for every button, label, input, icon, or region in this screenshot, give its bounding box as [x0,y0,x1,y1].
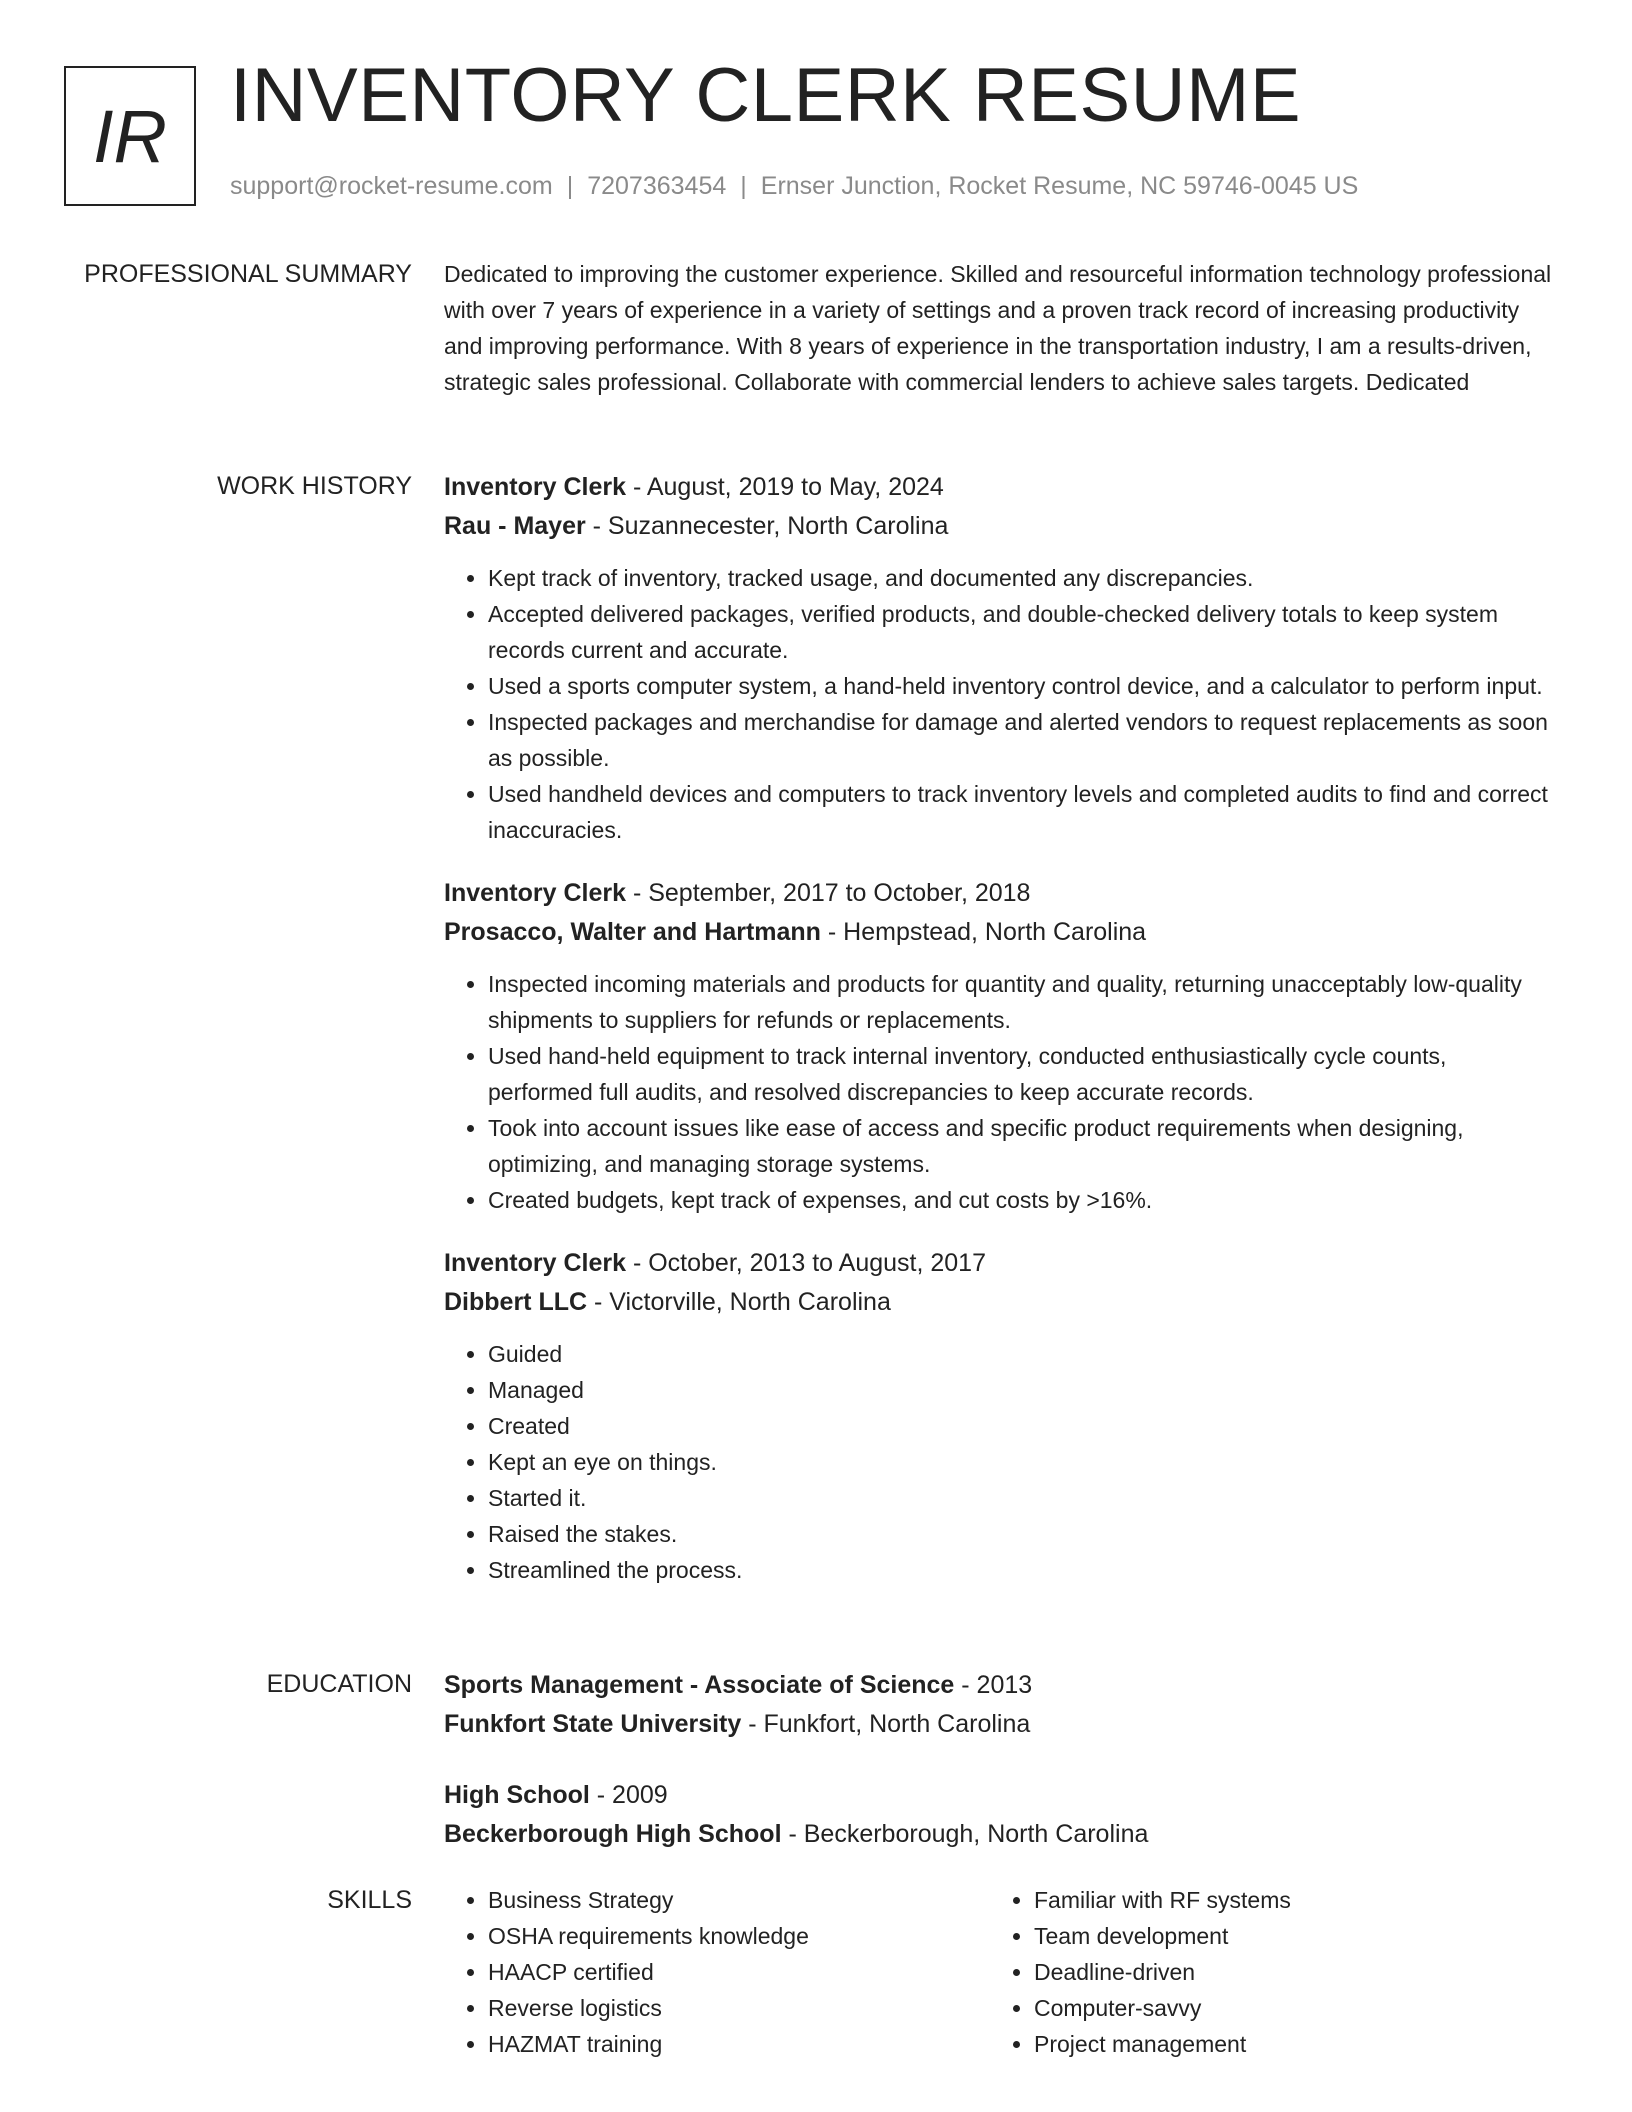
skill-item: • HAZMAT training [488,2026,990,2062]
job-bullet: • Guided [488,1336,1554,1372]
job-bullets [444,1336,1554,1588]
school-name: Funkfort State University [444,1710,742,1738]
school-name: Beckerborough High School [444,1820,782,1848]
summary-heading: PROFESSIONAL SUMMARY [84,260,412,288]
work-history-heading: WORK HISTORY [217,472,412,500]
degree-line [444,1666,1554,1705]
job-entry [444,874,1554,1218]
job-bullet: • Kept track of inventory, tracked usage, and documented any discrepancies. [488,560,1554,596]
job-bullets [444,560,1554,848]
job-title-line [444,874,1554,913]
job-entry [444,468,1554,848]
job-location: - Hempstead, North Carolina [820,918,1147,946]
degree-name: Sports Management - Associate of Science [444,1671,955,1699]
monogram-badge: IR [64,66,196,206]
school-line [444,1705,1554,1744]
resume-title: INVENTORY CLERK RESUME [230,53,1302,138]
education-heading: EDUCATION [266,1670,412,1698]
job-bullet: • Took into account issues like ease of access and specific product requirements when designing, optimizing, and managing storage systems. [488,1110,1554,1182]
contact-email: support@rocket-resume.com [230,172,553,200]
job-bullet: • Streamlined the process. [488,1552,1554,1588]
job-company: Prosacco, Walter and Hartmann [444,918,821,946]
degree-year: - 2013 [954,1671,1033,1699]
job-bullet: • Inspected packages and merchandise for damage and alerted vendors to request replacements as soon as possible. [488,704,1554,776]
skill-item: • HAACP certified [488,1954,990,1990]
job-dates: - October, 2013 to August, 2017 [626,1249,986,1277]
skills-list-right [990,1882,1536,2062]
degree-year: - 2009 [589,1781,668,1809]
job-bullet: • Raised the stakes. [488,1516,1554,1552]
job-entry [444,1244,1554,1588]
job-location: - Victorville, North Carolina [587,1288,891,1316]
skill-item: • Computer-savvy [1034,1990,1536,2026]
contact-line [230,172,1358,201]
job-bullet: • Accepted delivered packages, verified products, and double-checked delivery totals to keep system records current and accurate. [488,596,1554,668]
job-dates: - September, 2017 to October, 2018 [626,879,1031,907]
skills-heading: SKILLS [327,1886,412,1914]
summary-text: Dedicated to improving the customer experience. Skilled and resourceful information technology professional with over 7 years of experience in a variety of settings and a proven track record of increasing productivity and improving performance. With 8 years of experience in the transportation industry, I am a results-driven, strategic sales professional. Collaborate with commercial lenders to achieve sales targets. Dedicated [444,261,1552,395]
job-title: Inventory Clerk [444,879,627,907]
job-bullet: • Used handheld devices and computers to track inventory levels and completed audits to find and correct inaccuracies. [488,776,1554,848]
education-entry [444,1776,1554,1854]
contact-separator: | [740,172,747,200]
skill-item: • OSHA requirements knowledge [488,1918,990,1954]
job-bullet: • Used hand-held equipment to track internal inventory, conducted enthusiastically cycle counts, performed full audits, and resolved discrepancies to keep accurate records. [488,1038,1554,1110]
job-bullet: • Created budgets, kept track of expenses, and cut costs by >16%. [488,1182,1554,1218]
school-location: - Beckerborough, North Carolina [781,1820,1149,1848]
job-title-line [444,1244,1554,1283]
contact-separator: | [566,172,574,200]
job-title: Inventory Clerk [444,473,627,501]
degree-line [444,1776,1554,1815]
job-company: Dibbert LLC [444,1288,588,1316]
job-company-line [444,913,1554,952]
education-entry [444,1666,1554,1744]
education-list [444,1666,1554,1886]
job-company-line [444,1283,1554,1322]
job-company: Rau - Mayer [444,512,586,540]
job-list [444,468,1554,1606]
job-bullet: • Used a sports computer system, a hand-held inventory control device, and a calculator to perform input. [488,668,1554,704]
degree-name: High School [444,1781,590,1809]
skills-list-left [444,1882,990,2062]
job-bullet: • Kept an eye on things. [488,1444,1554,1480]
school-location: - Funkfort, North Carolina [741,1710,1031,1738]
school-line [444,1815,1554,1854]
job-bullet: • Inspected incoming materials and products for quantity and quality, returning unacceptably low-quality shipments to suppliers for refunds or replacements. [488,966,1554,1038]
job-bullet: • Created [488,1408,1554,1444]
skill-item: • Team development [1034,1918,1536,1954]
job-title: Inventory Clerk [444,1249,627,1277]
skill-item: • Deadline-driven [1034,1954,1536,1990]
skill-item: • Project management [1034,2026,1536,2062]
job-dates: - August, 2019 to May, 2024 [626,473,944,501]
job-bullets [444,966,1554,1218]
contact-address: Ernser Junction, Rocket Resume, NC 59746-0045 US [760,172,1359,200]
job-title-line [444,468,1554,507]
job-location: - Suzannecester, North Carolina [585,512,949,540]
skill-item: • Business Strategy [488,1882,990,1918]
job-bullet: • Started it. [488,1480,1554,1516]
skill-item: • Reverse logistics [488,1990,990,2026]
skill-item: • Familiar with RF systems [1034,1882,1536,1918]
job-bullet: • Managed [488,1372,1554,1408]
contact-phone: 7207363454 [587,172,727,200]
job-company-line [444,507,1554,546]
